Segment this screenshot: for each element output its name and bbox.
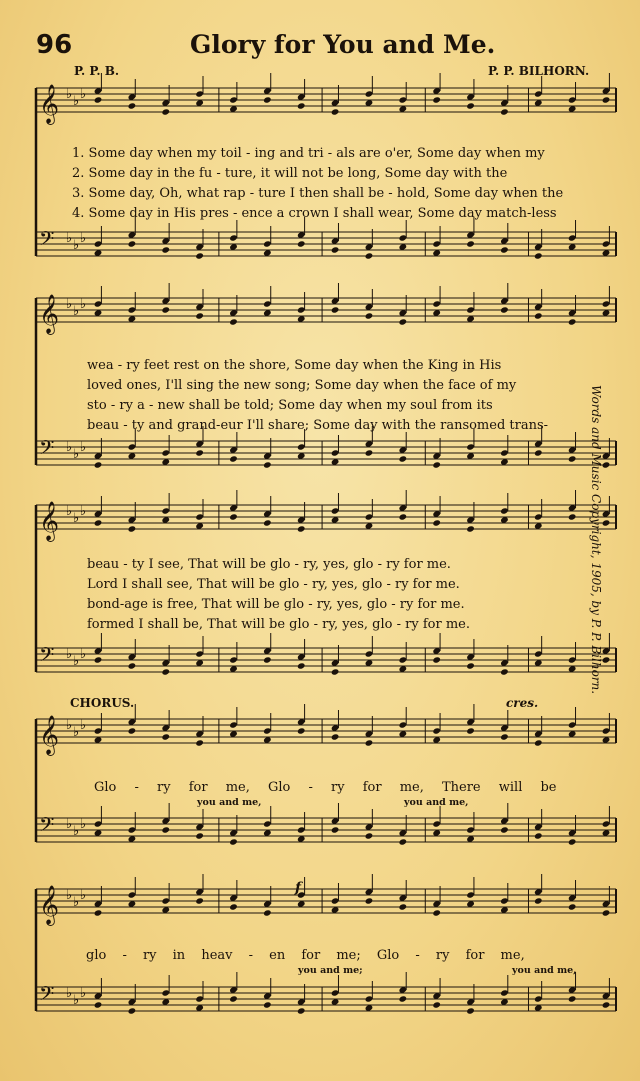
lyric-s2-v4: beau - ty and grand-eur I'll share; Some day with the ransomed trans- <box>87 418 549 433</box>
note-head <box>602 461 611 468</box>
note-head <box>466 102 475 109</box>
note-head <box>195 449 204 456</box>
flat-icon: ♭ <box>73 654 80 669</box>
note-head <box>399 903 408 910</box>
note-head <box>161 246 170 253</box>
note-head <box>466 662 475 669</box>
treble-clef-icon: 𝄞 <box>39 294 60 334</box>
note-head <box>297 240 306 247</box>
crescendo-mark: cres. <box>506 696 539 710</box>
flat-icon: ♭ <box>73 304 80 319</box>
hymn-number: 96 <box>36 30 73 60</box>
note-head <box>128 525 137 532</box>
note-head <box>229 455 238 462</box>
echo-chorus-2b: you and me, <box>512 965 577 976</box>
note-head <box>466 240 475 247</box>
flat-icon: ♭ <box>73 725 80 740</box>
lyric-s2-v3: sto - ry a - new shall be told; Some day when my soul from its <box>87 398 493 413</box>
note-head <box>128 727 137 734</box>
flat-icon: ♭ <box>66 986 73 1001</box>
note-head <box>229 838 238 845</box>
lyric-s2-v1: wea - ry feet rest on the shore, Some day when the King in His <box>87 358 502 373</box>
note-head <box>466 1007 475 1014</box>
flat-icon: ♭ <box>80 440 87 455</box>
note-head <box>94 519 103 526</box>
note-head <box>128 662 137 669</box>
note-head <box>161 733 170 740</box>
flat-icon: ♭ <box>80 817 87 832</box>
note-head <box>432 461 441 468</box>
note-head <box>263 1001 272 1008</box>
lyric-s3-v2: Lord I shall see, That will be glo - ry, yes, glo - ry for me. <box>87 577 460 592</box>
lyric-s1-v1: 1. Some day when my toil - ing and tri - als are o'er, Some day when my <box>72 146 545 161</box>
note-head <box>161 826 170 833</box>
note-head <box>365 449 374 456</box>
bass-clef-icon: 𝄢 <box>39 643 55 671</box>
lyric-s2-v2: loved ones, I'll sing the new song; Some day when the face of my <box>87 378 517 393</box>
echo-chorus-1a: you and me, <box>197 797 262 808</box>
lyric-chorus-2: glo - ry in heav - en for me; Glo - ry for me, <box>86 948 525 963</box>
note-head <box>466 525 475 532</box>
note-head <box>161 108 170 115</box>
flat-icon: ♭ <box>66 647 73 662</box>
note-head <box>229 513 238 520</box>
note-head <box>331 826 340 833</box>
lyric-s1-v4: 4. Some day in His pres - ence a crown I shall wear, Some day match-less <box>72 206 557 221</box>
note-head <box>534 897 543 904</box>
flat-icon: ♭ <box>73 824 80 839</box>
note-head <box>399 838 408 845</box>
note-head <box>500 733 509 740</box>
note-head <box>331 733 340 740</box>
note-head <box>128 240 137 247</box>
note-head <box>534 252 543 259</box>
flat-icon: ♭ <box>80 231 87 246</box>
note-head <box>534 312 543 319</box>
note-head <box>365 897 374 904</box>
flat-icon: ♭ <box>66 718 73 733</box>
note-head <box>365 739 374 746</box>
note-head <box>297 1007 306 1014</box>
flat-icon: ♭ <box>66 87 73 102</box>
flat-icon: ♭ <box>66 231 73 246</box>
lyricist-credit: P. P. B. <box>74 64 120 78</box>
flat-icon: ♭ <box>80 888 87 903</box>
flat-icon: ♭ <box>66 888 73 903</box>
treble-clef-icon: 𝄞 <box>39 501 60 541</box>
flat-icon: ♭ <box>80 647 87 662</box>
bass-clef-icon: 𝄢 <box>39 227 55 255</box>
note-head <box>94 96 103 103</box>
note-head <box>399 513 408 520</box>
lyric-chorus-1: Glo - ry for me, Glo - ry for me, There will be <box>94 780 557 795</box>
note-head <box>161 306 170 313</box>
note-head <box>399 318 408 325</box>
note-head <box>568 903 577 910</box>
echo-chorus-2a: you and me; <box>298 965 363 976</box>
note-head <box>432 96 441 103</box>
bass-clef-icon: 𝄢 <box>39 436 55 464</box>
flat-icon: ♭ <box>73 238 80 253</box>
flat-icon: ♭ <box>66 817 73 832</box>
flat-icon: ♭ <box>80 986 87 1001</box>
flat-icon: ♭ <box>73 447 80 462</box>
note-head <box>399 455 408 462</box>
flat-icon: ♭ <box>80 87 87 102</box>
note-head <box>602 519 611 526</box>
note-head <box>94 909 103 916</box>
note-head <box>432 1001 441 1008</box>
flat-icon: ♭ <box>73 511 80 526</box>
lyric-s1-v2: 2. Some day in the fu - ture, it will not be long, Some day with the <box>72 166 508 181</box>
flat-icon: ♭ <box>66 440 73 455</box>
forte-mark: f <box>295 880 302 896</box>
note-head <box>399 995 408 1002</box>
note-head <box>263 909 272 916</box>
copyright-notice: Words and Music Copyright, 1905, by P. P. Bilhorn. <box>589 385 603 695</box>
note-head <box>534 449 543 456</box>
note-head <box>297 662 306 669</box>
note-head <box>466 727 475 734</box>
note-head <box>263 96 272 103</box>
bass-clef-icon: 𝄢 <box>39 813 55 841</box>
note-head <box>500 108 509 115</box>
note-head <box>602 1001 611 1008</box>
echo-chorus-1b: you and me, <box>404 797 469 808</box>
note-head <box>365 252 374 259</box>
note-head <box>263 461 272 468</box>
note-head <box>568 838 577 845</box>
treble-clef-icon: 𝄞 <box>39 885 60 925</box>
note-head <box>534 832 543 839</box>
lyric-s1-v3: 3. Some day, Oh, what rap - ture I then shall be - hold, Some day when the <box>72 186 564 201</box>
note-head <box>297 525 306 532</box>
note-head <box>602 656 611 663</box>
note-head <box>432 909 441 916</box>
note-head <box>568 318 577 325</box>
note-head <box>195 252 204 259</box>
note-head <box>331 306 340 313</box>
flat-icon: ♭ <box>73 895 80 910</box>
note-head <box>195 897 204 904</box>
note-head <box>331 246 340 253</box>
note-head <box>195 312 204 319</box>
note-head <box>331 108 340 115</box>
note-head <box>568 995 577 1002</box>
note-head <box>568 513 577 520</box>
note-head <box>602 909 611 916</box>
flat-icon: ♭ <box>80 297 87 312</box>
note-head <box>229 995 238 1002</box>
note-head <box>432 656 441 663</box>
chorus-label: CHORUS. <box>70 696 135 710</box>
note-head <box>229 903 238 910</box>
note-head <box>94 1001 103 1008</box>
flat-icon: ♭ <box>66 504 73 519</box>
note-head <box>568 455 577 462</box>
flat-icon: ♭ <box>66 297 73 312</box>
treble-clef-icon: 𝄞 <box>39 84 60 124</box>
note-head <box>94 461 103 468</box>
bass-clef-icon: 𝄢 <box>39 982 55 1010</box>
note-head <box>229 318 238 325</box>
flat-icon: ♭ <box>73 94 80 109</box>
note-head <box>500 668 509 675</box>
note-head <box>161 668 170 675</box>
note-head <box>432 519 441 526</box>
lyric-s3-v4: formed I shall be, That will be glo - ry, yes, glo - ry for me. <box>87 617 470 632</box>
note-head <box>94 656 103 663</box>
note-head <box>195 739 204 746</box>
note-head <box>297 102 306 109</box>
note-head <box>263 519 272 526</box>
treble-clef-icon: 𝄞 <box>39 715 60 755</box>
note-head <box>500 306 509 313</box>
hymn-title: Glory for You and Me. <box>190 30 496 59</box>
note-head <box>331 668 340 675</box>
flat-icon: ♭ <box>73 993 80 1008</box>
note-head <box>297 727 306 734</box>
note-head <box>534 739 543 746</box>
note-head <box>365 832 374 839</box>
note-head <box>263 656 272 663</box>
composer-credit: P. P. BILHORN. <box>488 64 590 78</box>
note-head <box>128 102 137 109</box>
flat-icon: ♭ <box>80 718 87 733</box>
note-head <box>500 246 509 253</box>
lyric-s3-v3: bond-age is free, That will be glo - ry, yes, glo - ry for me. <box>87 597 465 612</box>
note-head <box>500 826 509 833</box>
lyric-s3-v1: beau - ty I see, That will be glo - ry, yes, glo - ry for me. <box>87 557 451 572</box>
flat-icon: ♭ <box>80 504 87 519</box>
note-head <box>128 1007 137 1014</box>
note-head <box>602 96 611 103</box>
note-head <box>195 832 204 839</box>
note-head <box>365 312 374 319</box>
